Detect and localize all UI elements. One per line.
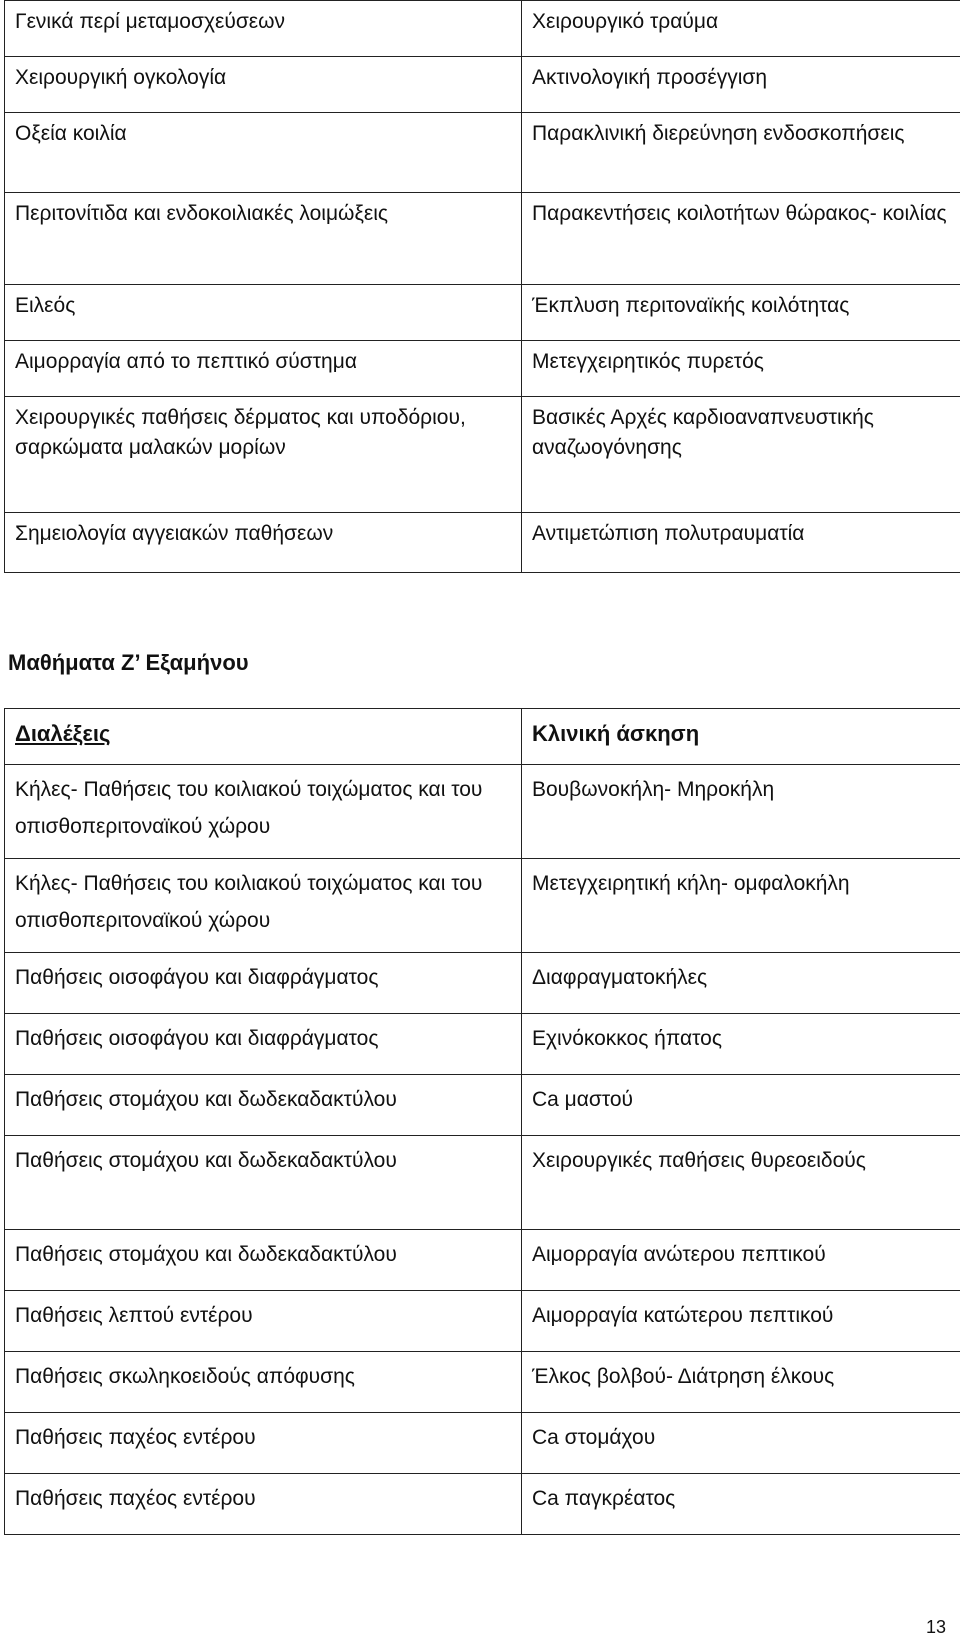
table-cell: Οξεία κοιλία — [5, 113, 522, 193]
table-row — [5, 953, 960, 1014]
table-cell: Κήλες- Παθήσεις του κοιλιακού τοιχώματος και του οπισθοπεριτοναϊκού χώρου — [5, 859, 522, 953]
table-row — [5, 1352, 960, 1413]
table-header — [5, 709, 960, 765]
table-cell: Αντιμετώπιση πολυτραυματία — [522, 513, 960, 573]
table-row — [5, 765, 960, 859]
table-cell: Διαφραγματοκήλες — [522, 953, 960, 1014]
column-header-clinical-practice: Κλινική άσκηση — [522, 709, 960, 765]
topics-table-continued — [4, 0, 960, 573]
table-cell: Χειρουργικές παθήσεις δέρματος και υποδόριου, σαρκώματα μαλακών μορίων — [5, 397, 522, 513]
table-cell: Χειρουργική ογκολογία — [5, 57, 522, 113]
table-row — [5, 1, 960, 57]
table-cell: Παθήσεις οισοφάγου και διαφράγματος — [5, 1014, 522, 1075]
table-cell: Ca στομάχου — [522, 1413, 960, 1474]
table-cell: Παθήσεις στομάχου και δωδεκαδακτύλου — [5, 1136, 522, 1230]
table-cell: Βασικές Αρχές καρδιοαναπνευστικής αναζωογόνησης — [522, 397, 960, 513]
table-row — [5, 1136, 960, 1230]
table-cell: Ακτινολογική προσέγγιση — [522, 57, 960, 113]
table-row — [5, 1075, 960, 1136]
table-cell: Έκπλυση περιτοναϊκής κοιλότητας — [522, 285, 960, 341]
table-row — [5, 859, 960, 953]
table-row — [5, 1014, 960, 1075]
table-row — [5, 1413, 960, 1474]
table-row — [5, 1291, 960, 1352]
semester-courses-body — [5, 765, 960, 1535]
table-cell: Παθήσεις σκωληκοειδούς απόφυσης — [5, 1352, 522, 1413]
table-row — [5, 57, 960, 113]
table-cell: Περιτονίτιδα και ενδοκοιλιακές λοιμώξεις — [5, 193, 522, 285]
table-cell: Κήλες- Παθήσεις του κοιλιακού τοιχώματος και του οπισθοπεριτοναϊκού χώρου — [5, 765, 522, 859]
table-cell: Παθήσεις λεπτού εντέρου — [5, 1291, 522, 1352]
table-row — [5, 285, 960, 341]
table-cell: Σημειολογία αγγειακών παθήσεων — [5, 513, 522, 573]
topics-table-body — [5, 1, 960, 573]
table-cell: Αιμορραγία κατώτερου πεπτικού — [522, 1291, 960, 1352]
table-cell: Γενικά περί μεταμοσχεύσεων — [5, 1, 522, 57]
table-cell: Παρακεντήσεις κοιλοτήτων θώρακος- κοιλίας — [522, 193, 960, 285]
table-header-row — [5, 709, 960, 765]
table-cell: Ειλεός — [5, 285, 522, 341]
table-cell: Αιμορραγία από το πεπτικό σύστημα — [5, 341, 522, 397]
table-row — [5, 1230, 960, 1291]
table-cell: Μετεγχειρητική κήλη- ομφαλοκήλη — [522, 859, 960, 953]
column-header-lectures: Διαλέξεις — [5, 709, 522, 765]
table-cell: Παθήσεις οισοφάγου και διαφράγματος — [5, 953, 522, 1014]
semester-courses-table — [4, 708, 960, 1535]
table-row — [5, 513, 960, 573]
table-row — [5, 341, 960, 397]
table-row — [5, 193, 960, 285]
table-cell: Αιμορραγία ανώτερου πεπτικού — [522, 1230, 960, 1291]
table-cell: Εχινόκοκκος ήπατος — [522, 1014, 960, 1075]
table-cell: Παθήσεις στομάχου και δωδεκαδακτύλου — [5, 1075, 522, 1136]
table-cell: Ca μαστού — [522, 1075, 960, 1136]
table-row — [5, 397, 960, 513]
table-cell: Χειρουργικό τραύμα — [522, 1, 960, 57]
table-cell: Χειρουργικές παθήσεις θυρεοειδούς — [522, 1136, 960, 1230]
table-row — [5, 1474, 960, 1535]
table-cell: Μετεγχειρητικός πυρετός — [522, 341, 960, 397]
page-number: 13 — [925, 1617, 946, 1637]
table-cell: Έλκος βολβού- Διάτρηση έλκους — [522, 1352, 960, 1413]
table-cell: Ca παγκρέατος — [522, 1474, 960, 1535]
table-cell: Παρακλινική διερεύνηση ενδοσκοπήσεις — [522, 113, 960, 193]
table-cell: Παθήσεις παχέος εντέρου — [5, 1474, 522, 1535]
table-row — [5, 113, 960, 193]
table-cell: Παθήσεις παχέος εντέρου — [5, 1413, 522, 1474]
table-cell: Παθήσεις στομάχου και δωδεκαδακτύλου — [5, 1230, 522, 1291]
section-heading: Μαθήματα Ζ’ Εξαμήνου — [8, 650, 249, 675]
table-cell: Βουβωνοκήλη- Μηροκήλη — [522, 765, 960, 859]
